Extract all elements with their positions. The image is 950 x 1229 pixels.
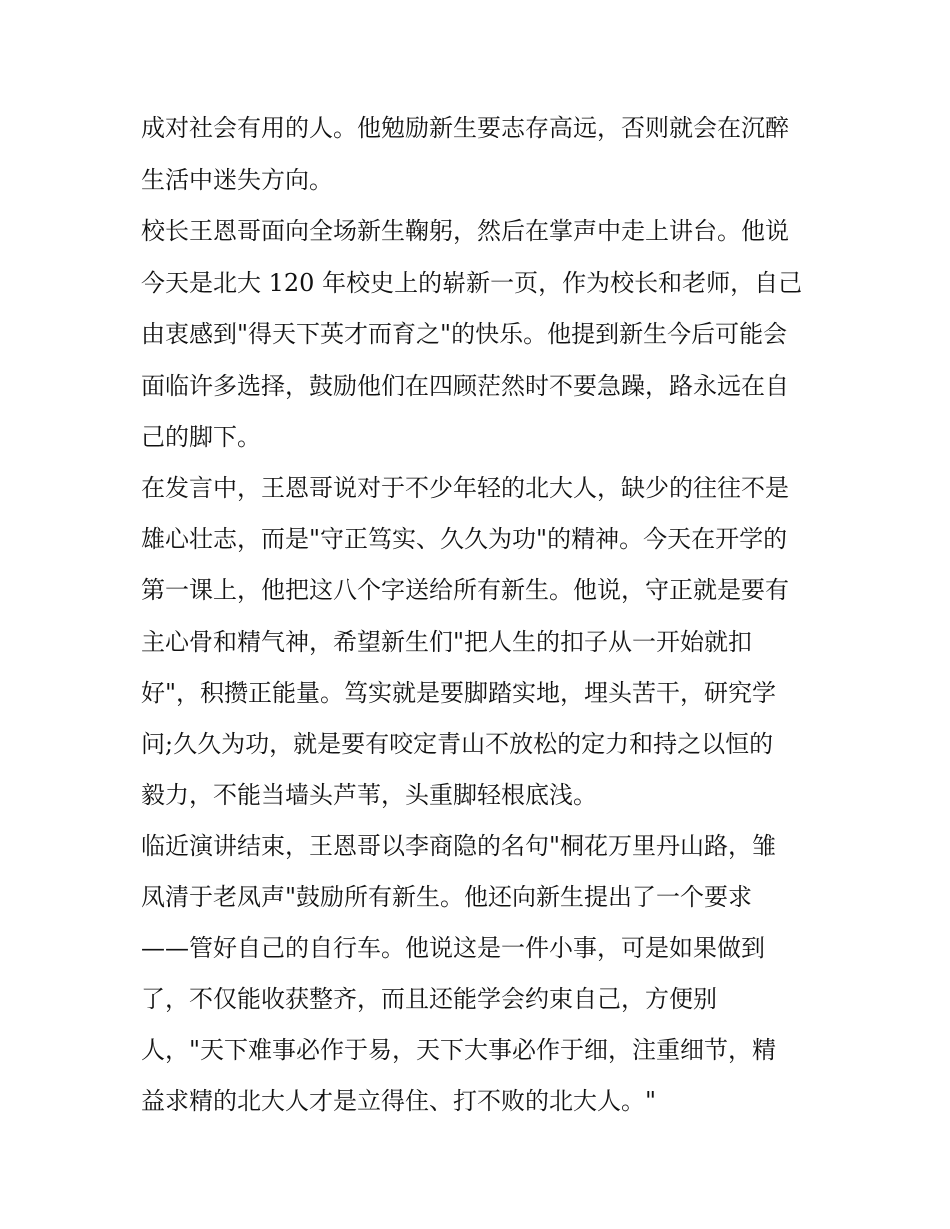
text-line: 第一课上，他把这八个字送给所有新生。他说，守正就是要有 (141, 576, 789, 604)
text-line: 好"，积攒正能量。笃实就是要脚踏实地，埋头苦干，研究学 (141, 679, 777, 707)
text-line: 主心骨和精气神，希望新生们"把人生的扣子从一开始就扣 (141, 628, 753, 656)
text-line: ——管好自己的自行车。他说这是一件小事，可是如果做到 (141, 934, 765, 962)
text-line: 雄心壮志，而是"守正笃实、久久为功"的精神。今天在开学的 (141, 525, 788, 553)
text-line: 了，不仅能收获整齐，而且还能学会约束自己，方便别 (141, 985, 717, 1013)
text-line: 生活中迷失方向。 (141, 166, 333, 194)
text-line: 临近演讲结束，王恩哥以李商隐的名句"桐花万里丹山路，雏 (141, 832, 777, 860)
text-line: 人，"天下难事必作于易，天下大事必作于细，注重细节，精 (141, 1036, 777, 1064)
text-line: 成对社会有用的人。他勉励新生要志存高远，否则就会在沉醉 (141, 114, 789, 142)
text-line: 问;久久为功，就是要有咬定青山不放松的定力和持之以恒的 (141, 730, 774, 758)
text-line: 面临许多选择，鼓励他们在四顾茫然时不要急躁，路永远在自 (141, 372, 789, 400)
text-line: 毅力，不能当墙头芦苇，头重脚轻根底浅。 (141, 781, 597, 809)
text-line: 校长王恩哥面向全场新生鞠躬，然后在掌声中走上讲台。他说 (141, 217, 789, 245)
text-line: 凤清于老凤声"鼓励所有新生。他还向新生提出了一个要求 (141, 883, 753, 911)
text-line: 今天是北大 120 年校史上的崭新一页，作为校长和老师，自己 (141, 269, 803, 297)
text-line: 己的脚下。 (141, 423, 261, 451)
text-line: 由衷感到"得天下英才而育之"的快乐。他提到新生今后可能会 (141, 320, 788, 348)
text-line: 益求精的北大人才是立得住、打不败的北大人。" (141, 1087, 657, 1115)
text-line: 在发言中，王恩哥说对于不少年轻的北大人，缺少的往往不是 (141, 474, 789, 502)
